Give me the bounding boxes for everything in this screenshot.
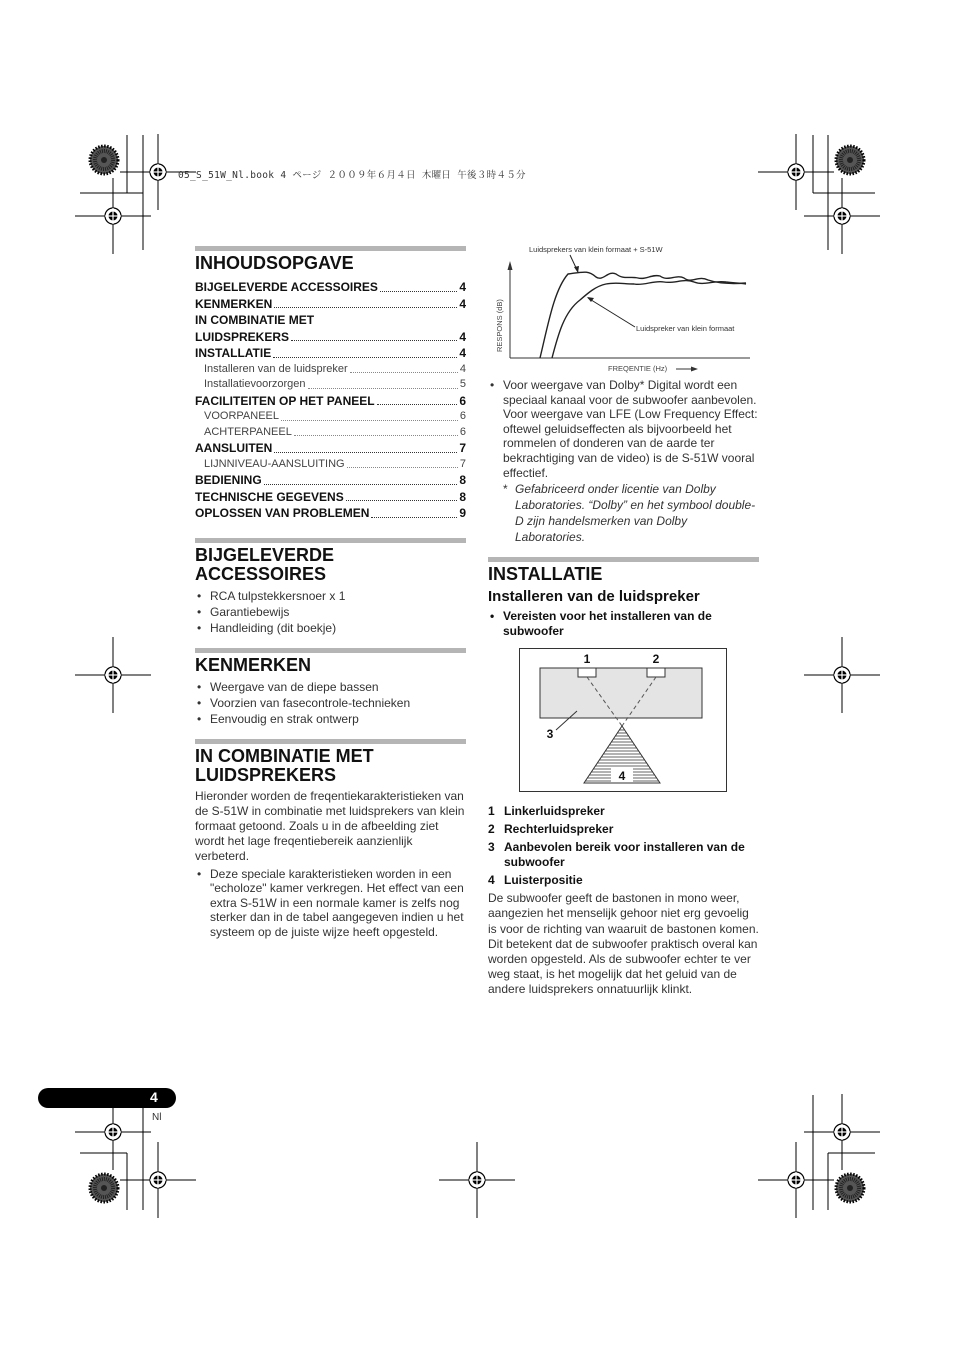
toc-subentry[interactable]: Installatievoorzorgen 5 [204,378,466,390]
combined-response-curve [540,272,746,358]
combination-intro: Hieronder worden de freqentiekarakteristieken van de S-51W in combinatie met luidsprekers van klein formaat getoond. Zoals u in de afbeelding ziet wordt het lage freqentiebereik aanzienlijk verbeterd. [195,788,465,864]
accessories-title: BIJGELEVERDE ACCESSOIRES [195,544,335,584]
installation-subtitle: Installeren van de luidspreker [488,588,700,606]
combined-label: Luidsprekers van klein formaat + S-51W [529,245,663,254]
toc-section [195,246,466,522]
list-item: • Handleiding (dit boekje) [195,620,466,636]
legend-item: 4 Luisterpositie [488,873,583,888]
toc-entry[interactable]: BEDIENING 8 [195,473,466,487]
combination-section [195,739,466,940]
section-bar [195,739,466,744]
right-speaker [647,668,665,677]
small-speaker-label: Luidspreker van klein formaat [636,324,735,333]
toc-subentry[interactable]: Installeren van de luidspreker 4 [204,362,466,375]
diagram-label-3: 3 [546,727,554,742]
list-item: • Weergave van de diepe bassen [195,679,466,695]
section-bar [195,648,466,653]
diagram-label-2: 2 [652,652,660,667]
y-axis-arrow [508,261,513,270]
left-speaker [578,668,596,677]
small-speaker-curve [552,281,746,358]
section-bar [195,538,466,543]
y-axis-label: RESPONS (dB) [495,299,504,352]
page-number: 4 [150,1089,158,1105]
diagram-label-4: 4 [618,769,626,784]
x-axis-label: FREQENTIE (Hz) [608,364,668,373]
recommended-area [540,668,702,718]
book-header: 05_S_51W_Nl.book 4 ページ ２００９年６月４日 木曜日 午後３時４５分 [178,170,526,181]
combination-title: IN COMBINATIE MET LUIDSPREKERS [195,745,374,785]
toc-entry[interactable]: LUIDSPREKERS 4 [195,329,466,344]
frequency-response-chart [488,240,760,378]
list-item: • Garantiebewijs [195,604,466,620]
toc-entry[interactable]: INSTALLATIE 4 [195,346,466,360]
toc-entry[interactable]: OPLOSSEN VAN PROBLEMEN 9 [195,506,466,520]
diagram-label-1: 1 [583,652,591,667]
placement-diagram [519,648,727,792]
features-section [195,648,466,727]
list-item: • Voorzien van fasecontrole-technieken [195,695,466,711]
legend-item: 3 Aanbevolen bereik voor installeren van de subwoofer [488,840,745,870]
features-title: KENMERKEN [195,654,312,675]
installation-title: INSTALLATIE [488,564,603,585]
legend-item: 2 Rechterluidspreker [488,822,614,837]
toc-subentry[interactable]: VOORPANEEL 6 [204,410,466,422]
legend-item: 1 Linkerluidspreker [488,804,605,819]
diagram-legend [488,804,759,888]
toc-entry[interactable]: IN COMBINATIE MET [195,313,315,327]
installation-body: De subwoofer geeft de bastonen in mono weer, aangezien het menselijk gehoor niet erg gevoelig is voor de richting van waaruit de bastonen komen. Dit betekent dat de subwoofer praktisch overal kan worden opgesteld. Als de subwoofer echter te ver weg staat, is het mogelijk dat het geluid van de andere luidsprekers onnatuurlijk klinkt. [488,891,759,997]
list-item: • Eenvoudig en strak ontwerp [195,711,466,727]
left-column [195,246,466,939]
accessories-section [195,538,466,636]
list-item: • RCA tulpstekkersnoer x 1 [195,588,466,604]
installation-section [488,557,759,997]
toc-subentry[interactable]: ACHTERPANEEL 6 [204,425,466,438]
toc-title: INHOUDSOPGAVE [195,253,354,273]
section-bar [488,557,759,562]
toc-entry[interactable]: KENMERKEN 4 [195,296,466,311]
dolby-footnote: * Gefabriceerd onder licentie van Dolby Laboratories. “Dolby” en het symbool double-D zijn handelsmerken van Dolby Laboratories. [503,482,756,545]
requirements-item: • Vereisten voor het installeren van de subwoofer [488,609,759,639]
toc-entry[interactable]: BIJGELEVERDE ACCESSOIRES 4 [195,280,466,294]
small-pointer [588,298,635,327]
toc-subentry[interactable]: LIJNNIVEAU-AANSLUITING 7 [204,457,466,470]
toc-entry[interactable]: AANSLUITEN 7 [195,441,466,455]
language-code: Nl [152,1112,162,1123]
toc-entry[interactable]: TECHNISCHE GEGEVENS 8 [195,489,466,504]
section-bar [195,246,466,251]
list-item: • Voor weergave van Dolby* Digital wordt een speciaal kanaal voor de subwoofer aanbevolen. Voor weergave van LFE (Low Frequency Effect: oftewel geluidseffecten als bijvoorbeeld het rommelen of donderen van de aarde ter bekrachtiging van de video) is de S-51W vooral effectief. [488,378,759,480]
right-column [488,378,759,998]
list-item: • Deze speciale karakteristieken worden in een "echoloze" kamer verkregen. Het effect van een extra S-51W in een normale kamer is zelfs nog sterker dan in de tabel aangegeven indien u het systeem op de juiste wijze heeft opgesteld. [195,867,466,940]
toc-entry[interactable]: FACILITEITEN OP HET PANEEL 6 [195,393,466,408]
